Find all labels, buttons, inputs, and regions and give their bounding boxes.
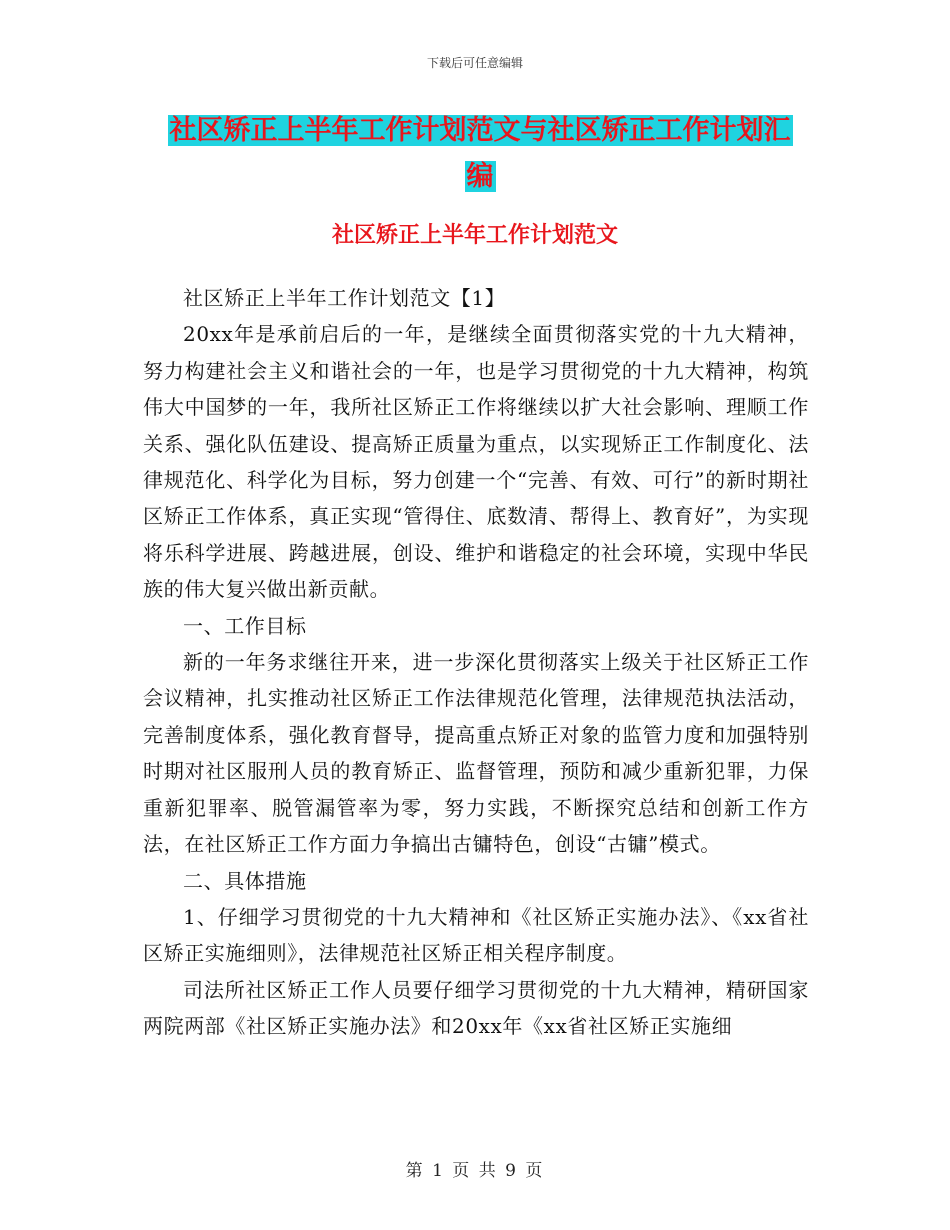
- document-title-line-2: [140, 154, 820, 200]
- paragraph-goals: 新的一年务求继往开来，进一步深化贯彻落实上级关于社区矫正工作会议精神，扎实推动社区矫正工作法律规范化管理，法律规范执法活动，完善制度体系，强化教育督导，提高重点矫正对象的监管力度和加强特别时期对社区服刑人员的教育矫正、监督管理，预防和减少重新犯罪，力保重新犯罪率、脱管漏管率为零，努力实践，不断探究总结和创新工作方法，在社区矫正工作方面力争搞出古镛特色，创设“古镛”模式。: [143, 650, 809, 857]
- paragraph-heading-1: 社区矫正上半年工作计划范文【1】: [183, 286, 506, 310]
- document-body: [143, 280, 809, 1045]
- header-note: 下载后可任意编辑: [426, 56, 523, 70]
- paragraph-heading-measures: 二、具体措施: [183, 868, 307, 893]
- paragraph-measure-1-detail: 司法所社区矫正工作人员要仔细学习贯彻党的十九大精神，精研国家两院两部《社区矫正实施办法》和20xx年《xx省社区矫正实施细: [143, 977, 809, 1039]
- title-highlight-1: 社区矫正上半年工作计划范文与社区矫正工作计划汇: [169, 115, 791, 146]
- paragraph-measure-1: 1、仔细学习贯彻党的十九大精神和《社区矫正实施办法》、《xx省社区矫正实施细则》，法律规范社区矫正相关程序制度。: [143, 904, 809, 966]
- document-title: [140, 108, 820, 200]
- document-title-line-1: [140, 108, 820, 154]
- paragraph-heading-goals: 一、工作目标: [183, 613, 307, 638]
- section-title: 社区矫正上半年工作计划范文: [331, 223, 618, 248]
- title-highlight-2: 编: [466, 161, 494, 192]
- paragraph-intro: 20xx年是承前启后的一年，是继续全面贯彻落实党的十九大精神，努力构建社会主义和谐社会的一年，也是学习贯彻党的十九大精神，构筑伟大中国梦的一年，我所社区矫正工作将继续以扩大社会影响、理顺工作关系、强化队伍建设、提高矫正质量为重点，以实现矫正工作制度化、法律规范化、科学化为目标，努力创建一个“完善、有效、可行”的新时期社区矫正工作体系，真正实现“管得住、底数清、帮得上、教育好”，为实现将乐科学进展、跨越进展，创设、维护和谐稳定的社会环境，实现中华民族的伟大复兴做出新贡献。: [143, 322, 809, 602]
- page-footer: 第 1 页 共 9 页: [405, 1161, 545, 1181]
